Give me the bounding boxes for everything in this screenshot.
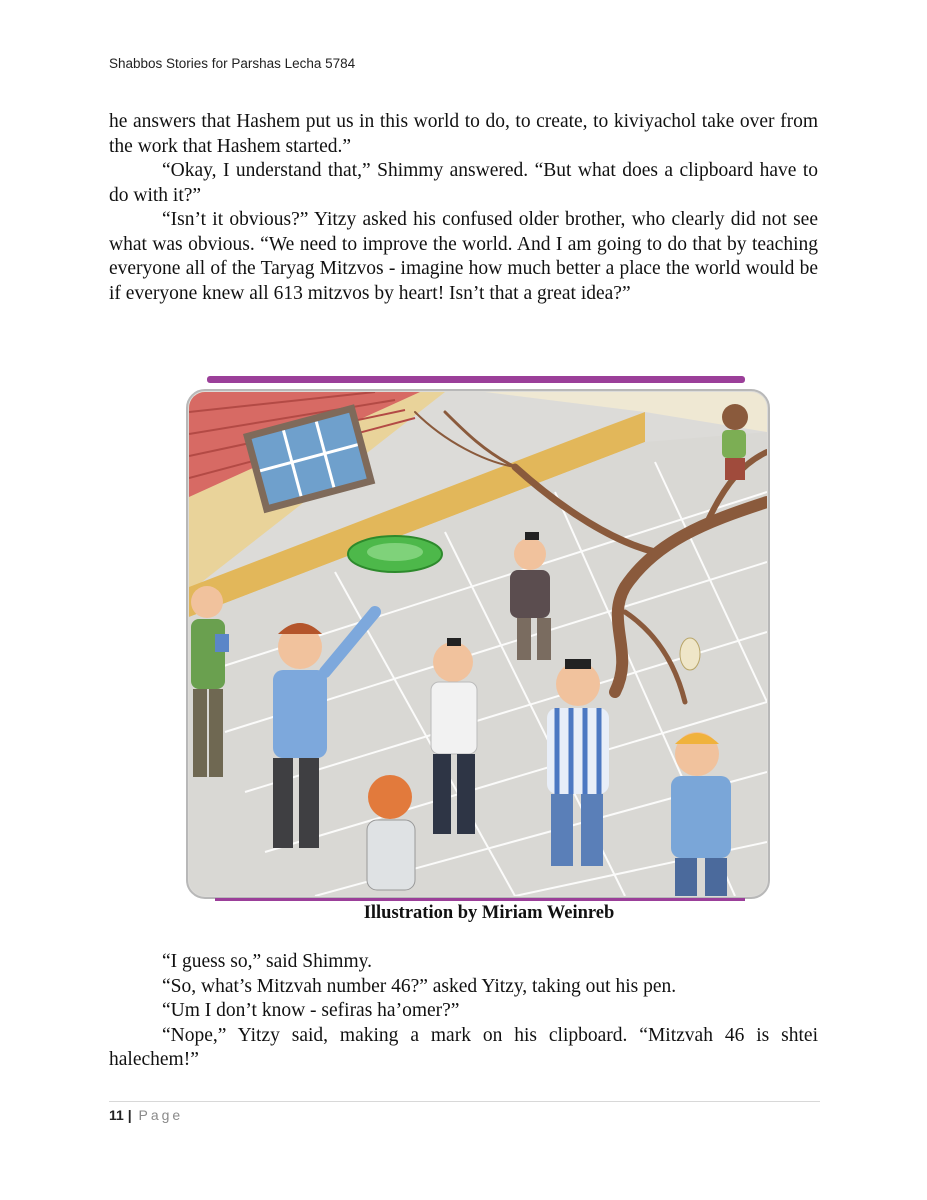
page-label: Page — [138, 1107, 184, 1123]
running-header: Shabbos Stories for Parshas Lecha 5784 — [109, 56, 356, 71]
paragraph: “Okay, I understand that,” Shimmy answered. “But what does a clipboard have to do with it?” — [109, 160, 818, 206]
paragraph: “I guess so,” said Shimmy. — [162, 951, 372, 972]
page-footer — [109, 1107, 183, 1123]
bottom-text-block — [109, 950, 818, 1073]
paragraph: “Isn’t it obvious?” Yitzy asked his confused older brother, who clearly did not see what was obvious. “We need to improve the world. And I am going to do that by teaching everyone all of the Taryag Mitzvos - imagine how much better a place the world would be if everyone knew all 613 mitzvos by heart! Isn’t that a great idea?” — [109, 209, 818, 304]
paragraph: “Um I don’t know - sefiras ha’omer?” — [162, 1000, 460, 1021]
paragraph: “Nope,” Yitzy said, making a mark on his clipboard. “Mitzvah 46 is shtei halechem!” — [109, 1024, 818, 1070]
footer-divider — [109, 1101, 820, 1102]
frame-bottom-bar — [215, 898, 745, 901]
page-number: 11 — [109, 1107, 124, 1123]
paragraph: he answers that Hashem put us in this world to do, to create, to kiviyachol take over from the work that Hashem started.” — [109, 111, 818, 157]
boy-top-right — [722, 404, 748, 480]
frame-top-bar — [207, 376, 745, 383]
top-text-block — [109, 110, 818, 306]
small-boy — [367, 775, 415, 890]
illustration — [185, 372, 775, 902]
footer-separator: | — [127, 1107, 132, 1123]
paragraph: “So, what’s Mitzvah number 46?” asked Yitzy, taking out his pen. — [162, 975, 677, 997]
illustration-caption: Illustration by Miriam Weinreb — [363, 903, 615, 923]
